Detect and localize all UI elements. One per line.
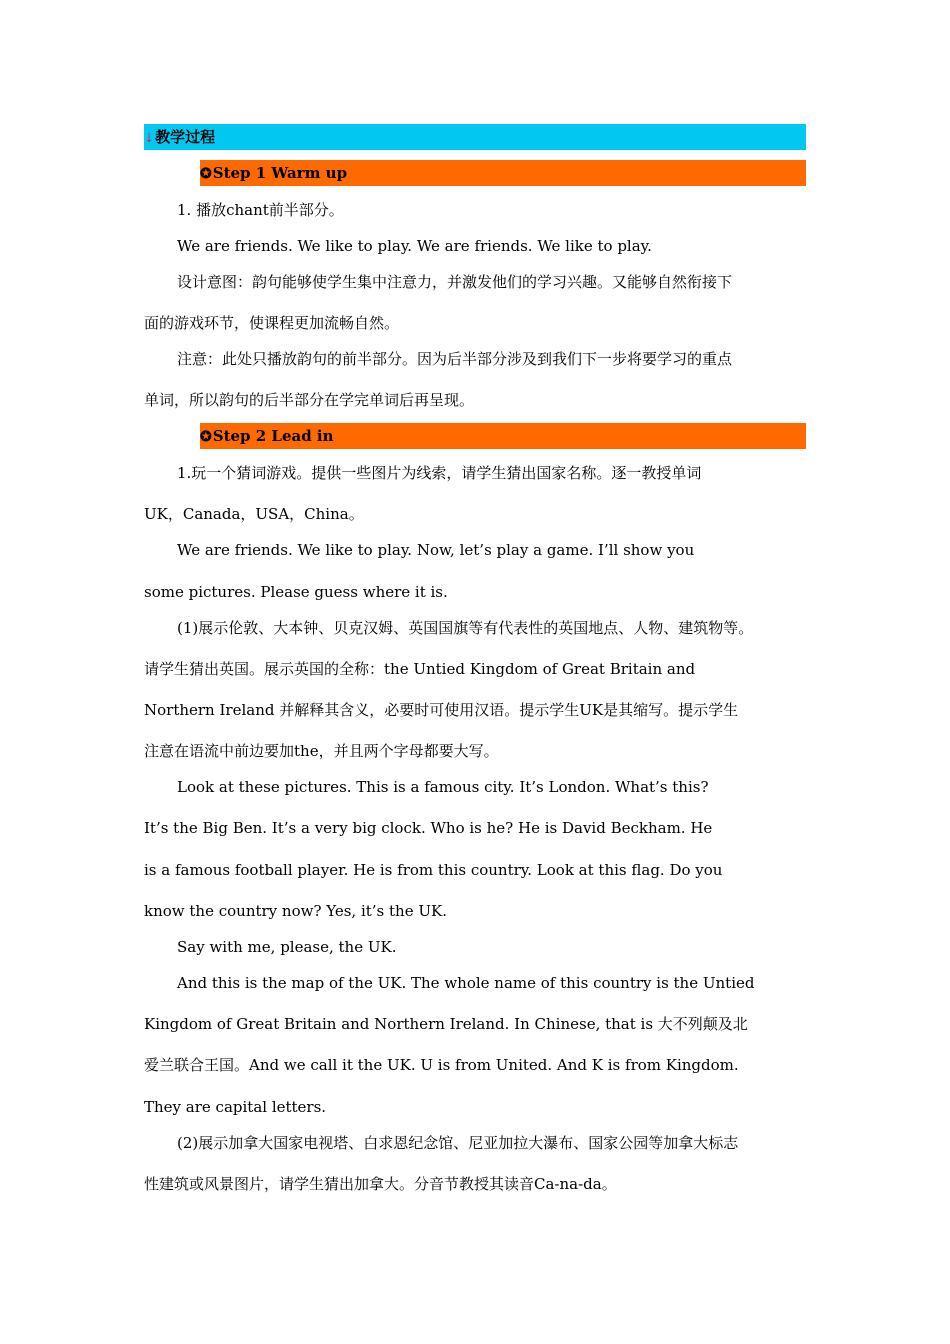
step1-line-1: 1. 播放chant前半部分。 <box>177 201 344 219</box>
section-header-title: 教学过程 <box>155 128 216 146</box>
step1-line-6: 单词，所以韵句的后半部分在学完单词后再呈现。 <box>144 391 475 409</box>
section-header-bar <box>144 124 806 150</box>
step2-line-15: Kingdom of Great Britain and Northern Ireland. In Chinese, that is 大不列颠及北 <box>144 1015 748 1033</box>
step2-line-13: Say with me, please, the UK. <box>177 938 397 956</box>
step1-line-4: 面的游戏环节，使课程更加流畅自然。 <box>144 314 400 332</box>
step2-header-title: Step 2 Lead in <box>212 427 334 445</box>
step2-line-4: some pictures. Please guess where it is. <box>144 583 448 601</box>
step2-line-16: 爱兰联合王国。And we call it the UK. U is from United. And K is from Kingdom. <box>144 1056 739 1074</box>
step2-line-19: 性建筑或风景图片，请学生猜出加拿大。分音节教授其读音Ca-na-da。 <box>144 1175 617 1193</box>
step2-line-1: 1.玩一个猜词游戏。提供一些图片为线索，请学生猜出国家名称。逐一教授单词 <box>177 464 702 482</box>
step1-header-title: Step 1 Warm up <box>212 164 348 182</box>
download-arrow-icon: ⇣ <box>144 131 155 145</box>
step2-line-5: (1)展示伦敦、大本钟、贝克汉姆、英国国旗等有代表性的英国地点、人物、建筑物等。 <box>177 619 754 637</box>
step1-line-5: 注意：此处只播放韵句的前半部分。因为后半部分涉及到我们下一步将要学习的重点 <box>177 350 733 368</box>
step2-line-8: 注意在语流中前边要加the，并且两个字母都要大写。 <box>144 742 499 760</box>
step2-line-17: They are capital letters. <box>144 1098 327 1116</box>
star-circle-icon: ✪ <box>200 429 212 445</box>
step2-line-3: We are friends. We like to play. Now, let’s play a game. I’ll show you <box>177 541 695 559</box>
step2-header-bar <box>200 423 806 449</box>
step2-line-6: 请学生猜出英国。展示英国的全称：the Untied Kingdom of Great Britain and <box>144 660 696 678</box>
step1-line-2: We are friends. We like to play. We are friends. We like to play. <box>177 237 652 255</box>
step2-line-14: And this is the map of the UK. The whole name of this country is the Untied <box>177 974 755 992</box>
step2-line-9: Look at these pictures. This is a famous city. It’s London. What’s this? <box>177 778 709 796</box>
step2-line-18: (2)展示加拿大国家电视塔、白求恩纪念馆、尼亚加拉大瀑布、国家公园等加拿大标志 <box>177 1134 739 1152</box>
step2-line-11: is a famous football player. He is from this country. Look at this flag. Do you <box>144 861 723 879</box>
step1-header-bar <box>200 160 806 186</box>
step2-line-2: UK，Canada，USA，China。 <box>144 505 364 523</box>
star-circle-icon: ✪ <box>200 166 212 182</box>
step2-line-7: Northern Ireland 并解释其含义，必要时可使用汉语。提示学生UK是其缩写。提示学生 <box>144 701 739 719</box>
step2-line-12: know the country now? Yes, it’s the UK. <box>144 902 447 920</box>
step1-line-3: 设计意图：韵句能够使学生集中注意力，并激发他们的学习兴趣。又能够自然衔接下 <box>177 273 733 291</box>
step2-line-10: It’s the Big Ben. It’s a very big clock. Who is he? He is David Beckham. He <box>144 819 713 837</box>
